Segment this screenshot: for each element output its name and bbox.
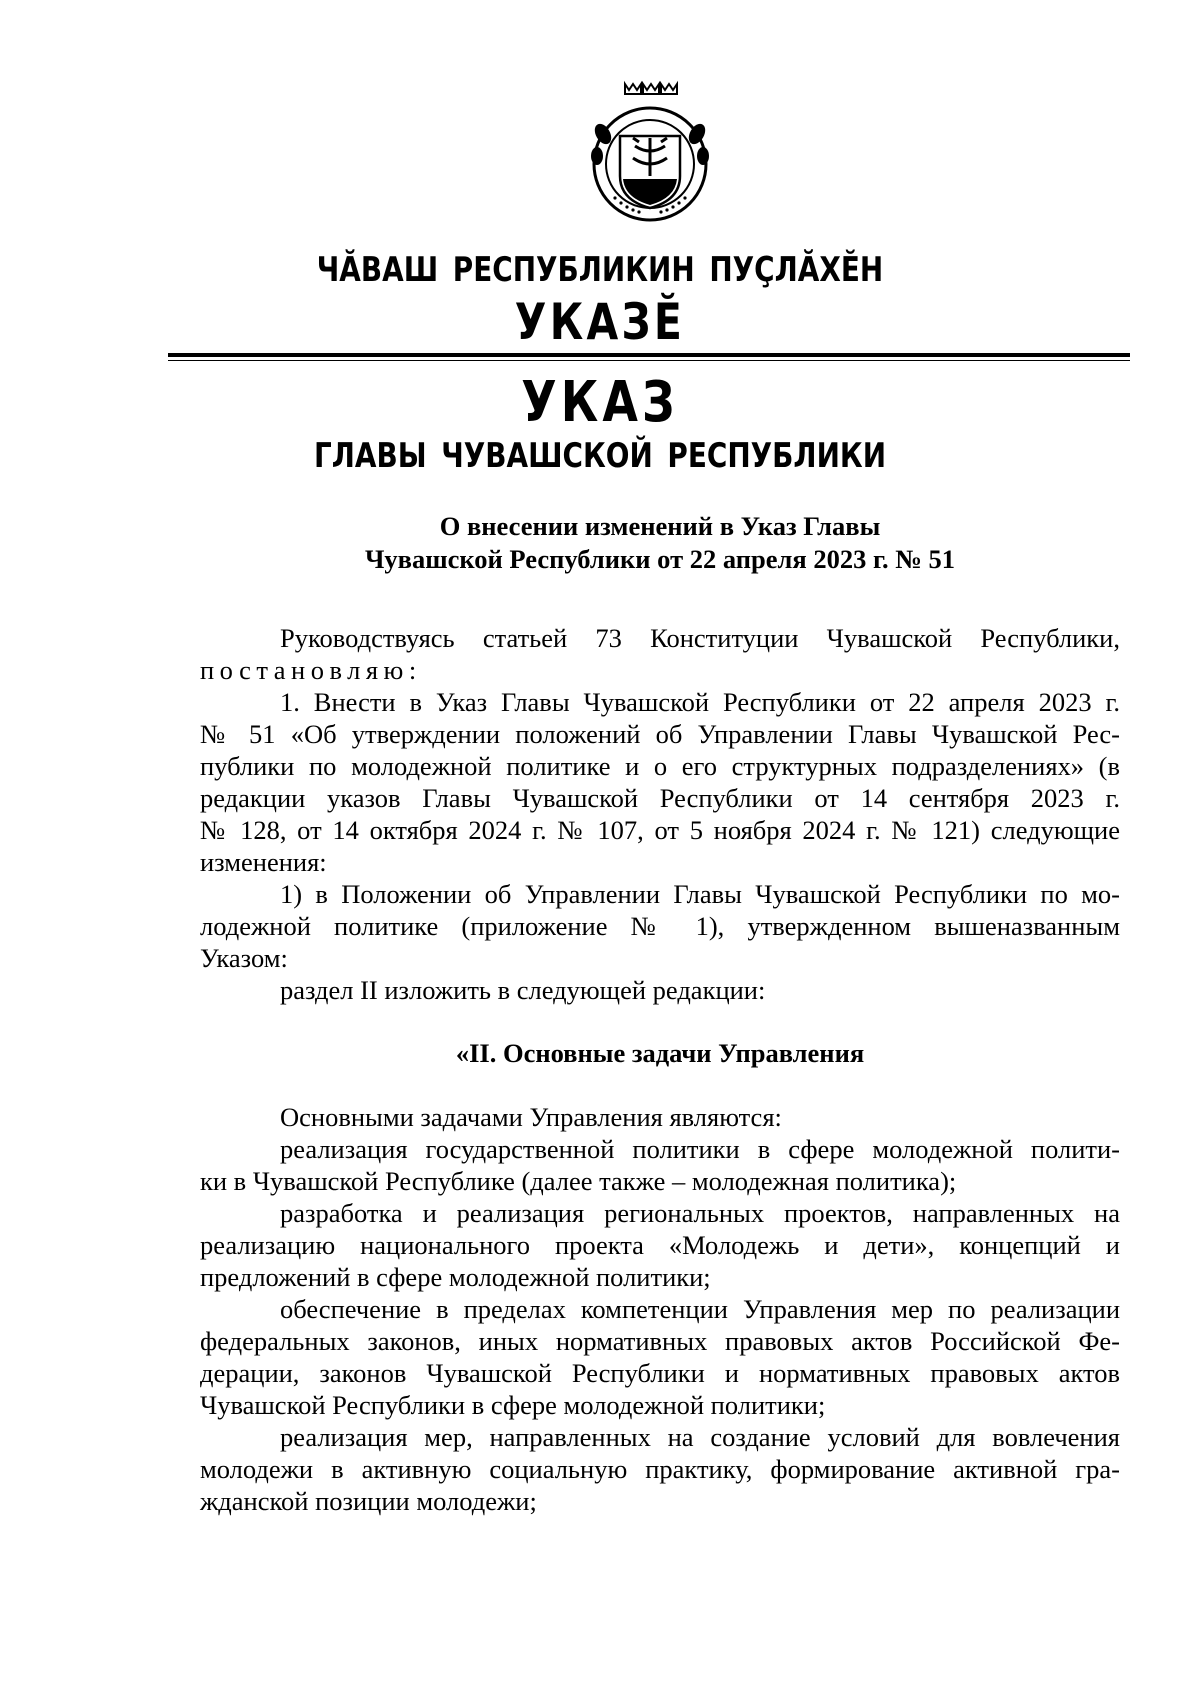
section-line: молодежи в активную социальную практику, формирование активной гра-	[200, 1454, 1120, 1484]
section-line: реализация государственной политики в сфере молодежной полити-	[280, 1134, 1120, 1164]
body-line: 1. Внести в Указ Главы Чувашской Республики от 22 апреля 2023 г.	[280, 687, 1120, 717]
body-line: Руководствуясь статьей 73 Конституции Чувашской Республики,	[280, 623, 1120, 653]
body-line: 1) в Положении об Управлении Главы Чувашской Республики по мо-	[280, 879, 1120, 909]
body-line: лодежной политике (приложение № 1), утвержденном вышеназванным	[200, 911, 1120, 941]
section-line: обеспечение в пределах компетенции Управления мер по реализации	[280, 1294, 1120, 1324]
body-line: № 51 «Об утверждении положений об Управлении Главы Чувашской Рес-	[200, 719, 1120, 749]
section-line: предложений в сфере молодежной политики;	[200, 1262, 711, 1292]
body-line: публики по молодежной политике и о его структурных подразделениях» (в	[200, 751, 1120, 781]
divider-thin	[168, 360, 1130, 361]
section-line: Основными задачами Управления являются:	[280, 1102, 782, 1132]
section-line: реализацию национального проекта «Молодежь и дети», концепций и	[200, 1230, 1120, 1260]
section-line: жданской позиции молодежи;	[200, 1486, 537, 1516]
divider-thick	[168, 353, 1130, 357]
russian-header-line1: УКАЗ	[521, 370, 679, 435]
section-line: Чувашской Республики в сфере молодежной политики;	[200, 1390, 826, 1420]
document-title-line2: Чувашской Республики от 22 апреля 2023 г. № 51	[364, 544, 956, 574]
body-line: раздел II изложить в следующей редакции:	[280, 975, 766, 1005]
section-line: реализация мер, направленных на создание условий для вовлечения	[280, 1422, 1120, 1452]
body-line: редакции указов Главы Чувашской Республики от 14 сентября 2023 г.	[200, 783, 1120, 813]
section-line: дерации, законов Чувашской Республики и нормативных правовых актов	[200, 1358, 1120, 1388]
section-line: ки в Чувашской Республике (далее также – молодежная политика);	[200, 1166, 957, 1196]
russian-header-line2: ГЛАВЫ ЧУВАШСКОЙ РЕСПУБЛИКИ	[313, 436, 887, 476]
section-heading: «II. Основные задачи Управления	[455, 1038, 865, 1068]
body-line: постановляю:	[200, 655, 422, 685]
body-line: изменения:	[200, 847, 327, 877]
section-line: федеральных законов, иных нормативных правовых актов Российской Фе-	[200, 1326, 1120, 1356]
section-line: разработка и реализация региональных проектов, направленных на	[280, 1198, 1120, 1228]
document-title-line1: О внесении изменений в Указ Главы	[439, 511, 881, 541]
chuvash-header-line1: ЧӐВАШ РЕСПУБЛИКИН ПУҪЛӐХӖН	[316, 250, 884, 290]
chuvash-header-line2: УКАЗӖ	[514, 293, 686, 351]
coat-of-arms-icon	[575, 76, 725, 226]
body-line: № 128, от 14 октября 2024 г. № 107, от 5 ноября 2024 г. № 121) следующие	[200, 815, 1120, 845]
body-line: Указом:	[200, 943, 288, 973]
